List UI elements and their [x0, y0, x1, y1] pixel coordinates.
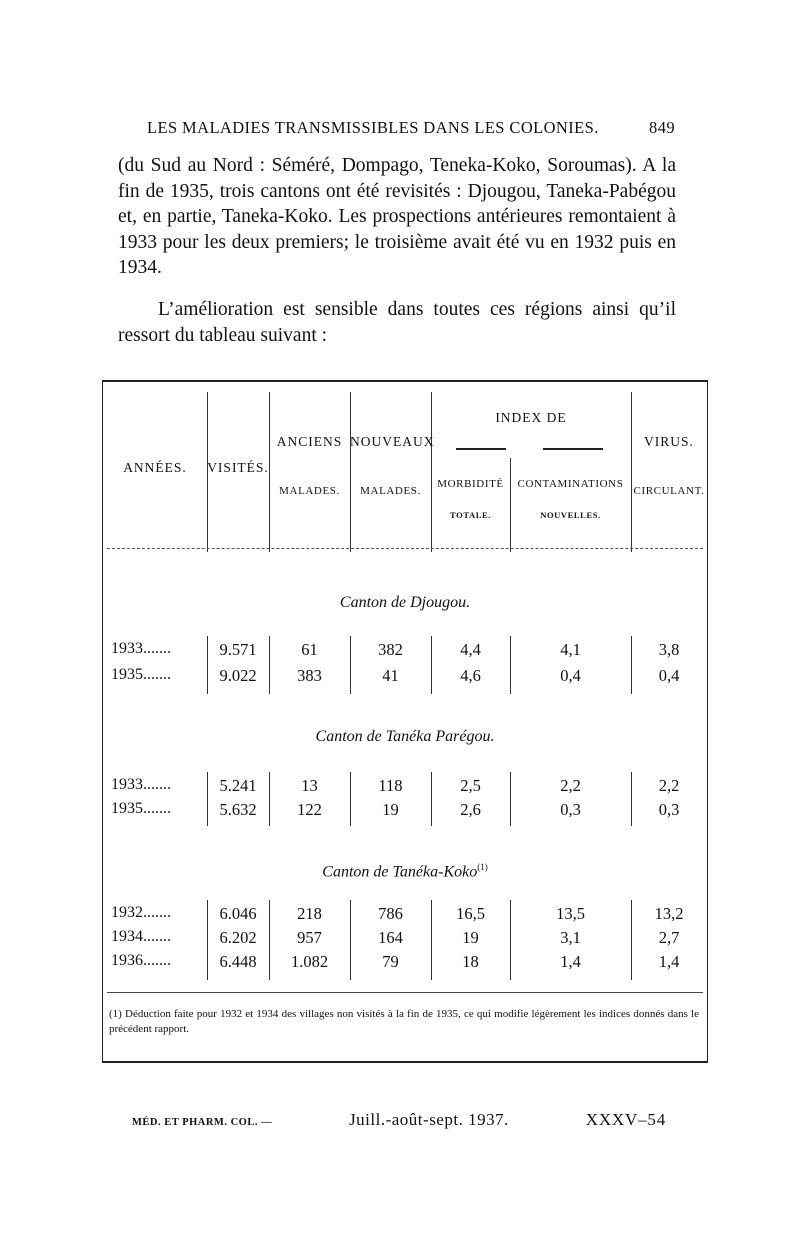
cell-virus: 0,3 [658, 800, 680, 819]
cell-nouveaux: 164 [378, 928, 403, 947]
cell-nouveaux: 19 [382, 800, 399, 819]
cell-virus: 1,4 [658, 952, 680, 971]
paragraph-2: L’amélioration est sensible dans toutes ces régions ainsi qu’il ressort du tableau suivant : [118, 299, 676, 346]
cell-visites: 9.571 [219, 640, 257, 659]
cell-anciens: 61 [301, 640, 318, 659]
header-anciens: ANCIENS [276, 434, 343, 449]
data-table [102, 380, 708, 1063]
cell-visites: 5.632 [219, 800, 257, 819]
cell-contaminations: 2,2 [560, 776, 581, 795]
header-contaminations-nouvelles: NOUVELLES. [540, 510, 601, 520]
cell-annee: 1933....... [111, 776, 171, 793]
header-morbidite: MORBIDITÉ [437, 478, 504, 490]
header-annees: ANNÉES. [123, 460, 187, 475]
cell-morbidite: 2,6 [460, 800, 481, 819]
column-rule [207, 636, 208, 694]
footer-volume: XXXV–54 [585, 1110, 666, 1129]
cell-morbidite: 4,6 [460, 666, 481, 685]
cell-annee: 1934....... [111, 928, 171, 945]
cell-morbidite: 19 [462, 928, 479, 947]
index-brace [543, 448, 603, 450]
cell-anciens: 122 [297, 800, 322, 819]
cell-visites: 6.046 [219, 904, 257, 923]
running-header [147, 118, 675, 138]
cell-nouveaux: 118 [378, 776, 403, 795]
cell-annee: 1932....... [111, 904, 171, 921]
column-rule [350, 900, 351, 980]
section-title-text: Canton de Tanéka-Koko [322, 863, 478, 881]
section-title: Canton de Tanéka Parégou. [315, 728, 495, 745]
paragraph-1: (du Sud au Nord : Séméré, Dompago, Teneka-Koko, Soroumas). A la fin de 1935, trois cantons ont été revisités : Djougou, Taneka-Pabégou et, en partie, Taneka-Koko. Les prospections antérieures remontaient à 1933 pour les deux premiers; le troisième avait été vu en 1932 puis en 1934. [118, 155, 676, 278]
column-rule [510, 458, 511, 552]
cell-anciens: 957 [297, 928, 322, 947]
cell-contaminations: 13,5 [556, 904, 585, 923]
footer-date: Juill.-août-sept. 1937. [349, 1110, 509, 1129]
cell-nouveaux: 79 [382, 952, 399, 971]
column-rule [350, 772, 351, 826]
cell-anciens: 13 [301, 776, 318, 795]
column-rule [510, 636, 511, 694]
column-rule [431, 900, 432, 980]
cell-annee: 1936....... [111, 952, 171, 969]
column-rule [431, 636, 432, 694]
column-rule [431, 772, 432, 826]
section-title: Canton de Djougou. [339, 594, 471, 611]
cell-contaminations: 0,3 [560, 800, 581, 819]
header-nouveaux: NOUVEAUX [350, 434, 435, 449]
cell-morbidite: 18 [462, 952, 479, 971]
header-virus-circulant: CIRCULANT. [633, 485, 705, 497]
column-rule [207, 772, 208, 826]
cell-contaminations: 1,4 [560, 952, 581, 971]
cell-visites: 5.241 [219, 776, 257, 795]
column-rule [269, 772, 270, 826]
cell-virus: 2,2 [658, 776, 680, 795]
header-contaminations: CONTAMINATIONS [517, 478, 624, 490]
footer-journal: MÉD. ET PHARM. COL. — [132, 1117, 273, 1128]
column-rule [207, 900, 208, 980]
cell-nouveaux: 786 [378, 904, 403, 923]
cell-virus: 13,2 [654, 904, 684, 923]
section-title [103, 862, 707, 881]
column-rule [631, 392, 632, 552]
cell-nouveaux: 41 [382, 666, 399, 685]
page-number: 849 [649, 118, 675, 137]
cell-contaminations: 0,4 [560, 666, 581, 685]
cell-morbidite: 4,4 [460, 640, 481, 659]
cell-annee: 1933....... [111, 640, 171, 657]
cell-morbidite: 16,5 [456, 904, 485, 923]
column-rule [350, 636, 351, 694]
cell-anciens: 218 [297, 904, 322, 923]
header-rule [107, 548, 703, 549]
cell-virus: 3,8 [658, 640, 680, 659]
header-index-de: INDEX DE [495, 410, 567, 425]
column-rule [269, 392, 270, 552]
column-rule [269, 900, 270, 980]
column-rule [350, 392, 351, 552]
column-rule [631, 900, 632, 980]
cell-visites: 6.202 [219, 928, 257, 947]
header-anciens-malades: MALADES. [279, 485, 340, 497]
column-rule [631, 772, 632, 826]
cell-virus: 2,7 [658, 928, 680, 947]
cell-nouveaux: 382 [378, 640, 403, 659]
header-morbidite-totale: TOTALE. [450, 510, 491, 520]
column-rule [510, 772, 511, 826]
cell-morbidite: 2,5 [460, 776, 481, 795]
column-rule [510, 900, 511, 980]
header-virus: VIRUS. [644, 434, 694, 449]
index-brace [456, 448, 506, 450]
cell-contaminations: 4,1 [560, 640, 581, 659]
cell-annee: 1935....... [111, 666, 171, 683]
running-title: LES MALADIES TRANSMISSIBLES DANS LES COLONIES. [147, 118, 599, 137]
table-footnote: (1) Déduction faite pour 1932 et 1934 des villages non visités à la fin de 1935, ce qui modifie légèrement les indices donnés dans le précédent rapport. [109, 1008, 699, 1035]
cell-visites: 6.448 [219, 952, 257, 971]
cell-anciens: 1.082 [290, 952, 329, 971]
footnote-rule [107, 992, 703, 993]
column-rule [631, 636, 632, 694]
column-rule [269, 636, 270, 694]
footnote-mark: (1) [477, 862, 488, 872]
header-nouveaux-malades: MALADES. [360, 485, 421, 497]
cell-annee: 1935....... [111, 800, 171, 817]
header-visites: VISITÉS. [207, 460, 269, 475]
cell-contaminations: 3,1 [560, 928, 581, 947]
cell-anciens: 383 [297, 666, 322, 685]
cell-visites: 9.022 [219, 666, 257, 685]
page-footer [132, 1110, 666, 1130]
cell-virus: 0,4 [658, 666, 680, 685]
